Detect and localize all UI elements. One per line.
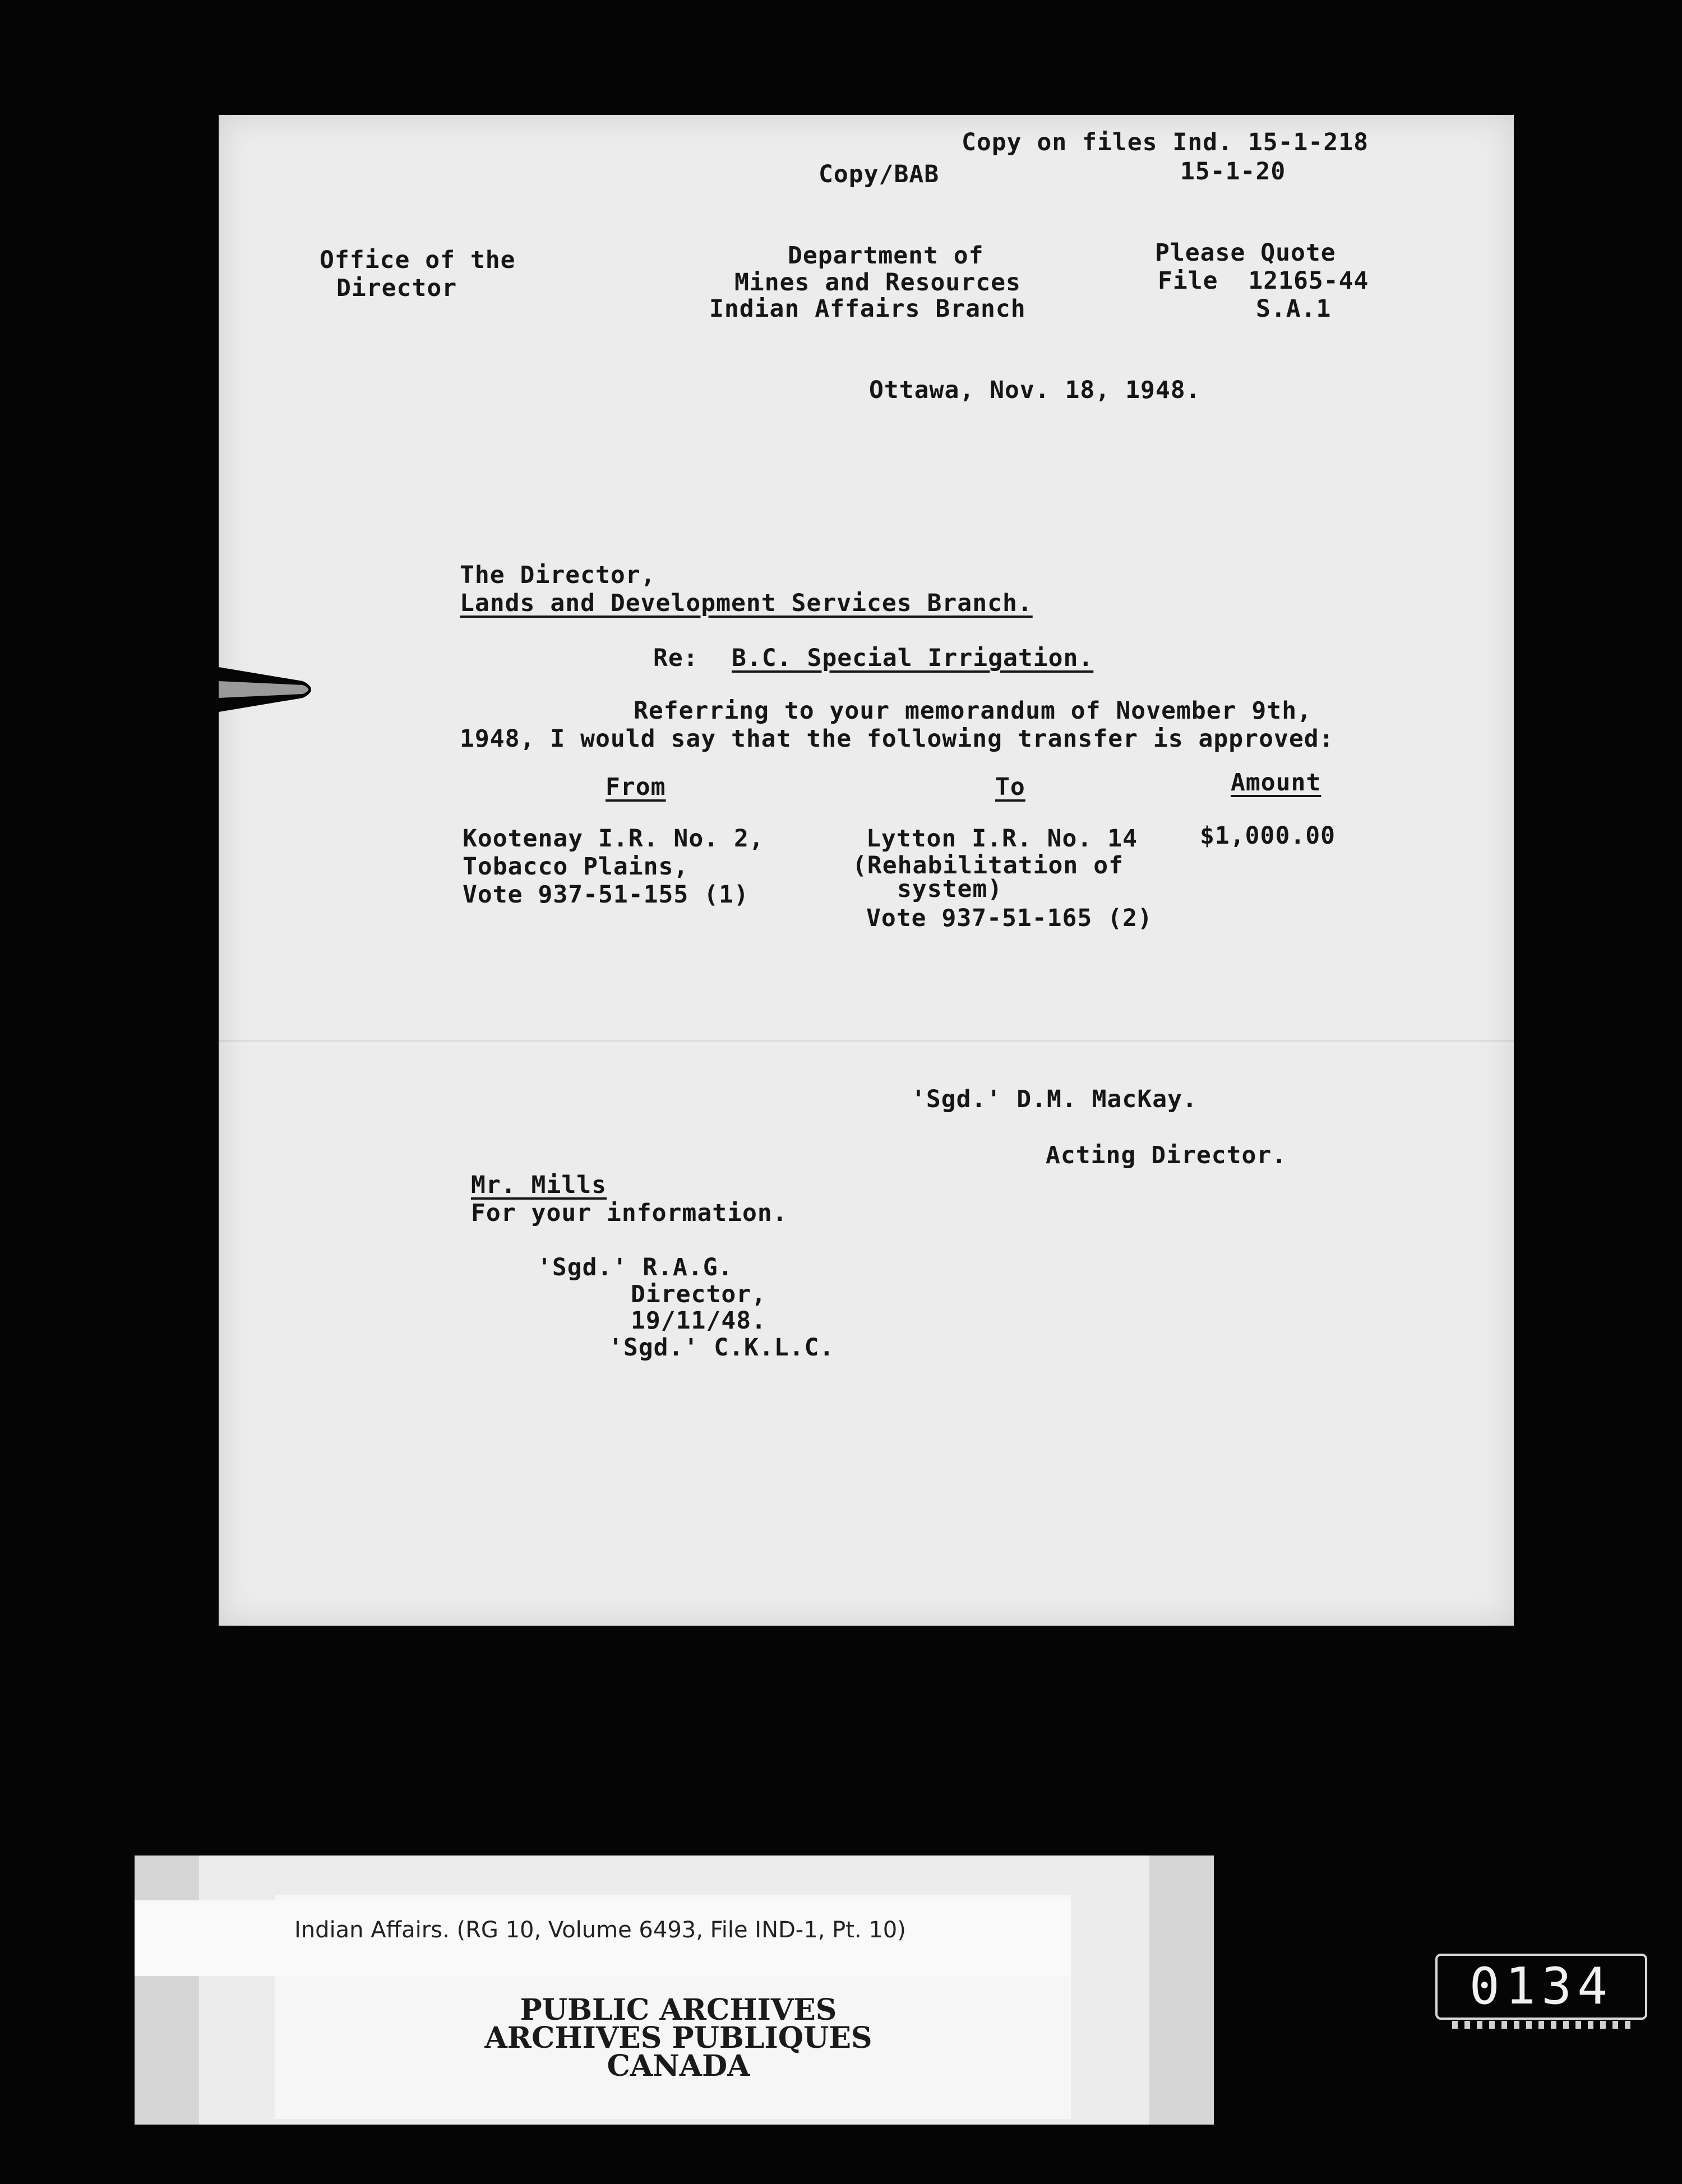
copy-mark: Copy/BAB [819,160,940,188]
department-line2: Mines and Resources [734,269,1021,297]
to-line2: (Rehabilitation of [852,852,1124,880]
signature-title: Acting Director. [1046,1141,1287,1169]
quote-line1: Please Quote [1155,239,1336,267]
department-line3: Indian Affairs Branch [709,295,1026,323]
to-line4: Vote 937-51-165 (2) [866,904,1153,932]
quote-line3: S.A.1 [1256,295,1332,323]
archive-stamp-line3: CANADA [607,2049,750,2083]
copy-files-line1: Copy on files Ind. 15-1-218 [962,128,1369,156]
department-line1: Department of [788,242,984,270]
from-line3: Vote 937-51-155 (1) [463,881,749,909]
note-line3: 19/11/48. [631,1307,766,1335]
office-line2: Director [336,274,458,302]
to-line1: Lytton I.R. No. 14 [866,825,1138,853]
frame-number: 0134 [1435,1954,1647,2020]
signature-name: 'Sgd.' D.M. MacKay. [911,1085,1198,1113]
pointer-mark [219,650,320,729]
archive-reference: Indian Affairs. (RG 10, Volume 6493, File IND-1, Pt. 10) [294,1917,906,1943]
note-text: For your information. [471,1199,788,1227]
archive-label-card [135,1856,1214,2125]
page-fold [219,1040,1514,1042]
note-line2: Director, [631,1280,766,1308]
note-line4: 'Sgd.' C.K.L.C. [608,1334,835,1362]
archive-stamp-line1: PUBLIC ARCHIVES [520,1993,837,2027]
note-line1: 'Sgd.' R.A.G. [537,1253,733,1281]
re-label: Re: [653,644,699,672]
from-line1: Kootenay I.R. No. 2, [463,825,764,853]
amount-value: $1,000.00 [1200,822,1336,850]
frame-ticks [1452,2021,1632,2029]
copy-files-line2: 15-1-20 [1180,158,1286,186]
quote-line2: File 12165-44 [1158,267,1369,295]
addressee-line1: The Director, [460,561,656,589]
date-line: Ottawa, Nov. 18, 1948. [869,376,1201,404]
office-line1: Office of the [320,246,516,274]
archive-stamp-line2: ARCHIVES PUBLIQUES [484,2021,872,2055]
header-amount: Amount [1231,769,1321,797]
header-to: To [995,773,1025,801]
to-line3: system) [897,875,1003,903]
addressee-line2: Lands and Development Services Branch. [460,589,1033,617]
body-line1: Referring to your memorandum of November 9th, [634,697,1312,725]
from-line2: Tobacco Plains, [463,853,689,881]
note-to: Mr. Mills [471,1171,607,1199]
body-line2: 1948, I would say that the following transfer is approved: [460,725,1334,753]
header-from: From [606,773,666,801]
re-subject: B.C. Special Irrigation. [732,644,1094,672]
